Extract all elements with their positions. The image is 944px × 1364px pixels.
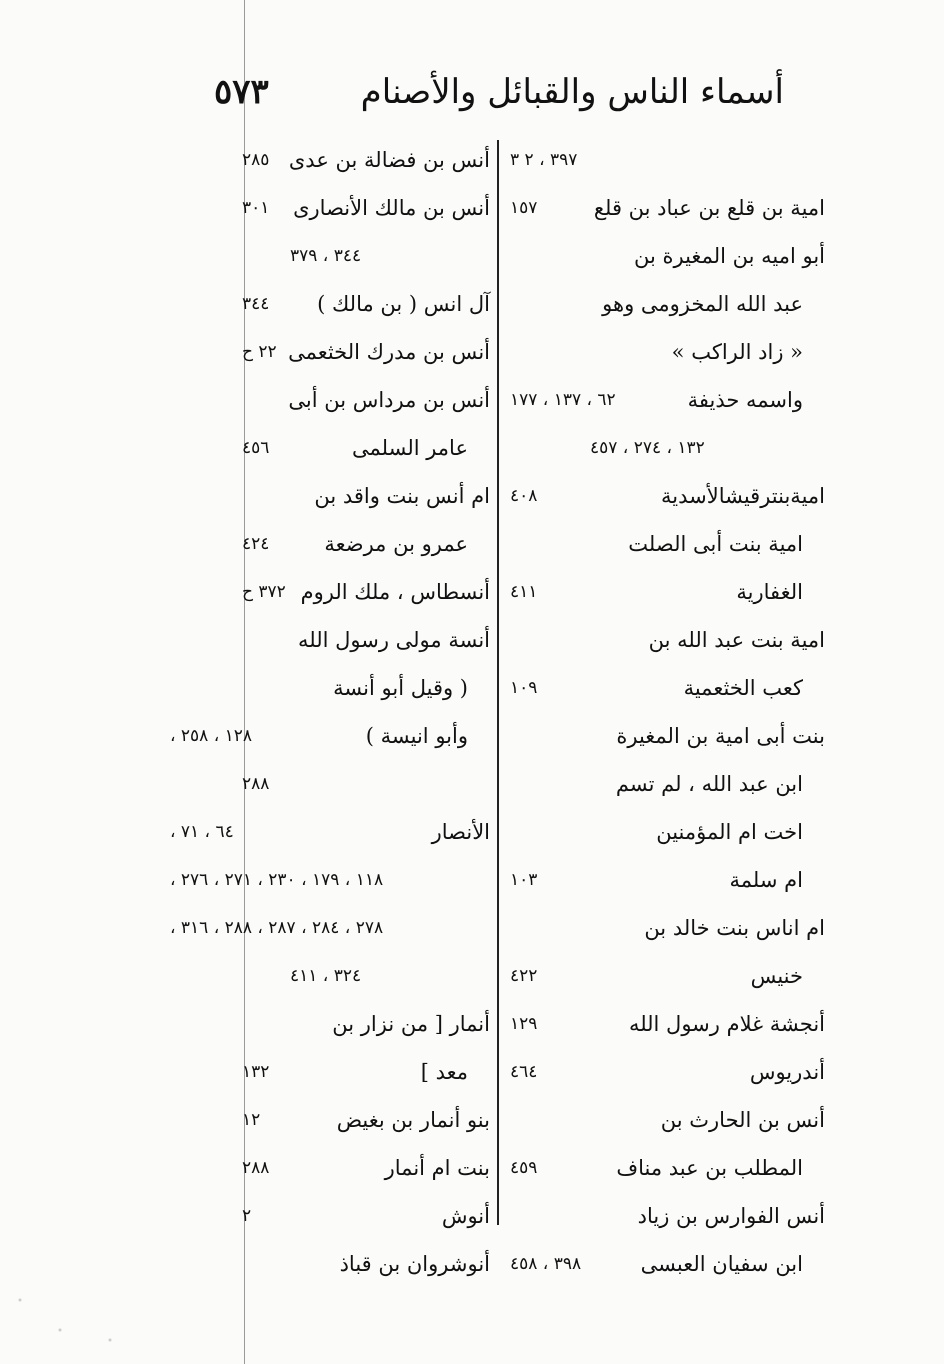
entry-page-refs: ٤٢٢	[510, 966, 538, 986]
entry-name: أنمار [ من نزار بن	[332, 1012, 490, 1036]
index-entry	[170, 856, 490, 904]
entry-name: عمرو بن مرضعة	[324, 532, 468, 556]
entry-name: أندريوس	[749, 1060, 825, 1084]
entry-page-refs: ١٢٨ ، ٢٥٨ ،	[170, 726, 252, 746]
entry-page-refs: ٤٠٨	[510, 486, 538, 506]
entry-page-refs: ١٣٢ ، ٢٧٤ ، ٤٥٧	[590, 438, 705, 458]
index-entry	[510, 1192, 825, 1240]
entry-name: أنسة مولى رسول الله	[298, 628, 490, 652]
index-entry	[510, 376, 825, 424]
index-entry	[170, 184, 490, 232]
entry-name: أنوش	[441, 1204, 490, 1228]
entry-name: أنس بن فضالة بن عدى	[288, 148, 490, 172]
entry-page-refs: ٣٧٢ ح	[242, 582, 286, 602]
entry-page-refs: ٣٤٤ ، ٣٧٩	[290, 246, 362, 266]
entry-name: أنس بن الحارث بن	[660, 1108, 825, 1132]
index-entry	[170, 1240, 490, 1288]
index-entry	[510, 1096, 825, 1144]
entry-name: كعب الخثعمية	[683, 676, 803, 700]
index-entry	[170, 520, 490, 568]
entry-page-refs: ٢٨٨	[242, 1158, 270, 1178]
index-entry	[510, 760, 825, 808]
index-entry	[510, 904, 825, 952]
index-entry	[170, 1096, 490, 1144]
entry-page-refs: ٢٨٨	[242, 774, 270, 794]
index-entry	[510, 424, 825, 472]
index-entry	[510, 952, 825, 1000]
entry-page-refs: ١٠٣	[510, 870, 538, 890]
index-entry	[510, 280, 825, 328]
index-entry	[510, 712, 825, 760]
entry-page-refs: ٤٥٩	[510, 1158, 538, 1178]
entry-page-refs: ١٣٢	[242, 1062, 270, 1082]
entry-page-refs: ٢	[242, 1206, 252, 1226]
entry-name: أنس بن مرداس بن أبى	[288, 388, 490, 412]
index-entry	[510, 568, 825, 616]
right-index-column	[510, 136, 825, 1288]
entry-page-refs: ٤١١	[510, 582, 538, 602]
entry-page-refs: ٦٤ ، ٧١ ،	[170, 822, 234, 842]
index-entry	[170, 616, 490, 664]
entry-name: الغفارية	[736, 580, 803, 604]
scan-specks	[0, 1270, 140, 1364]
left-index-column	[170, 136, 490, 1288]
entry-name: أنس بن مالك الأنصارى	[293, 196, 490, 220]
index-entry	[170, 232, 490, 280]
entry-name: معد ]	[420, 1060, 468, 1084]
entry-name: أنس الفوارس بن زياد	[637, 1204, 825, 1228]
index-entry	[510, 184, 825, 232]
index-entry	[510, 664, 825, 712]
index-entry	[170, 1144, 490, 1192]
entry-name: ام سلمة	[729, 868, 803, 892]
entry-name: أبو اميه بن المغيرة بن	[634, 244, 825, 268]
entry-name: أنجشة غلام رسول الله	[628, 1012, 825, 1036]
entry-page-refs: ٦٢ ، ١٣٧ ، ١٧٧	[510, 390, 616, 410]
entry-page-refs: ٢٨٥	[242, 150, 270, 170]
entry-page-refs: ١٢٩	[510, 1014, 538, 1034]
index-entry	[170, 424, 490, 472]
entry-page-refs: ٣٤٤	[242, 294, 270, 314]
entry-name: ابن سفيان العبسى	[640, 1252, 803, 1276]
entry-page-refs: ٣٩٨ ، ٤٥٨	[510, 1254, 582, 1274]
index-entry	[170, 136, 490, 184]
entry-page-refs: ١٠٩	[510, 678, 538, 698]
entry-name: الأنصار	[431, 820, 490, 844]
entry-name: أنسطاس ، ملك الروم	[300, 580, 490, 604]
entry-name: امية بنت عبد الله بن	[648, 628, 825, 652]
entry-name: عامر السلمى	[351, 436, 468, 460]
index-entry	[170, 1000, 490, 1048]
index-entry	[510, 1144, 825, 1192]
entry-name: بنت أبى امية بن المغيرة	[616, 724, 825, 748]
index-entry	[170, 664, 490, 712]
entry-name: ام اناس بنت خالد بن	[644, 916, 825, 940]
index-entry	[170, 712, 490, 760]
index-entry	[170, 472, 490, 520]
index-entry	[510, 232, 825, 280]
entry-name: واسمه حذيفة	[687, 388, 803, 412]
index-entry	[510, 328, 825, 376]
entry-name: بنو أنمار بن بغيض	[336, 1108, 490, 1132]
index-entry	[170, 952, 490, 1000]
entry-name: بنت ام أنمار	[384, 1156, 490, 1180]
page-number: ٥٧٣	[214, 72, 269, 112]
page-title: أسماء الناس والقبائل والأصنام	[360, 72, 784, 112]
column-divider	[497, 140, 499, 1225]
index-entry	[170, 1048, 490, 1096]
index-entry	[510, 616, 825, 664]
entry-page-refs: ٢٢ ح	[242, 342, 277, 362]
index-entry	[510, 472, 825, 520]
entry-page-refs: ٣٩٧ ، ٢ ٣	[510, 150, 578, 170]
index-entry	[510, 1240, 825, 1288]
entry-page-refs: ٣٠١	[242, 198, 270, 218]
index-entry	[510, 136, 825, 184]
entry-name: أنس بن مدرك الخثعمى	[288, 340, 490, 364]
entry-name: أنوشروان بن قباذ	[339, 1252, 490, 1276]
entry-name: خنيس	[750, 964, 803, 988]
index-entry	[170, 568, 490, 616]
entry-name: ( وقيل أبو أنسة	[333, 676, 468, 700]
entry-page-refs: ٢٧٨ ، ٢٨٤ ، ٢٨٧ ، ٢٨٨ ، ٣١٦ ،	[170, 918, 384, 938]
entry-page-refs: ١١٨ ، ١٧٩ ، ٢٣٠ ، ٢٧١ ، ٢٧٦ ،	[170, 870, 384, 890]
entry-page-refs: ٣٢٤ ، ٤١١	[290, 966, 362, 986]
index-entry	[170, 328, 490, 376]
entry-name: « زاد الراكب »	[671, 340, 803, 364]
index-entry	[170, 904, 490, 952]
entry-name: وأبو انيسة )	[365, 724, 468, 748]
entry-name: امية بنت أبى الصلت	[628, 532, 803, 556]
index-entry	[510, 1000, 825, 1048]
entry-page-refs: ٤٦٤	[510, 1062, 538, 1082]
entry-page-refs: ٤٥٦	[242, 438, 270, 458]
index-entry	[510, 856, 825, 904]
entry-page-refs: ٤٢٤	[242, 534, 270, 554]
index-entry	[170, 760, 490, 808]
index-entry	[510, 520, 825, 568]
entry-name: امية بن قلع بن عباد بن قلع	[593, 196, 825, 220]
entry-page-refs: ١٢	[242, 1110, 261, 1130]
index-entry	[170, 280, 490, 328]
index-entry	[510, 1048, 825, 1096]
entry-name: ام أنس بنت واقد بن	[314, 484, 490, 508]
entry-name: آل انس ( بن مالك )	[317, 292, 490, 316]
entry-name: المطلب بن عبد مناف	[616, 1156, 803, 1180]
entry-page-refs: ١٥٧	[510, 198, 538, 218]
index-entry	[170, 808, 490, 856]
entry-name: اخت ام المؤمنين	[656, 820, 803, 844]
index-entry	[510, 808, 825, 856]
entry-name: اميةبنترقيشالأسدية	[661, 484, 825, 508]
index-entry	[170, 1192, 490, 1240]
entry-name: ابن عبد الله ، لم تسم	[615, 772, 803, 796]
index-entry	[170, 376, 490, 424]
entry-name: عبد الله المخزومى وهو	[602, 292, 803, 316]
